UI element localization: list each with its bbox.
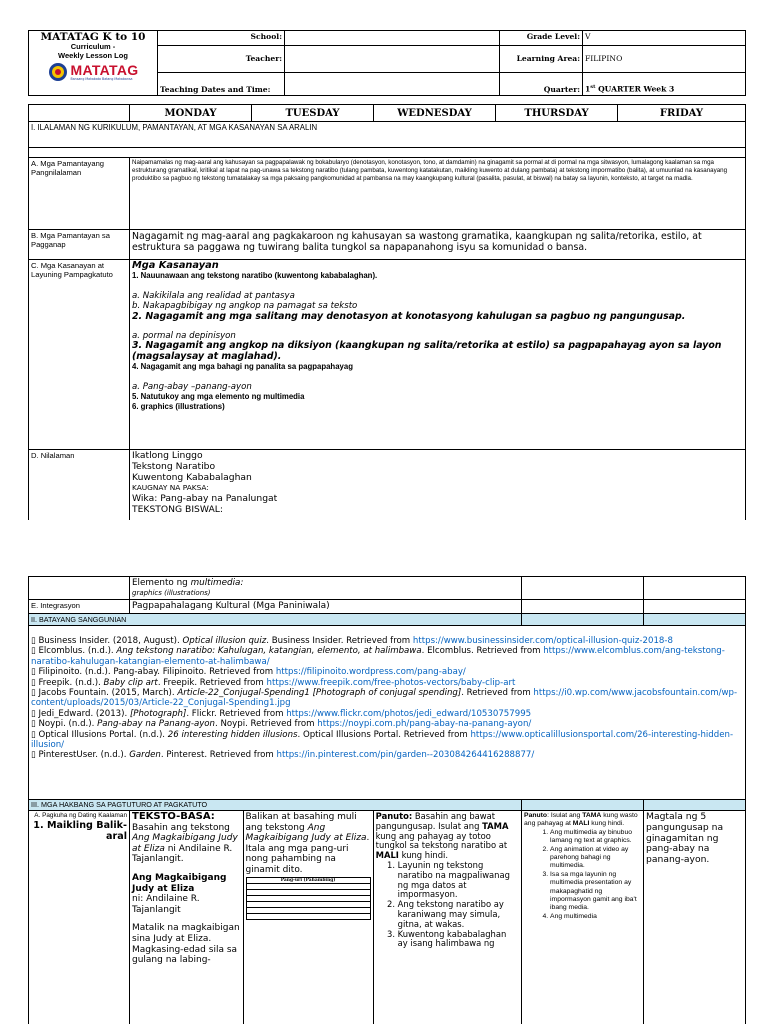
- balik-aral-label: 1. Maikling Balik-aral: [33, 819, 127, 842]
- kasanayan-2: 2. Nagagamit ang mga salitang may denotasyon at konotasyong kahulugan sa pagbuo ng pangungusap.: [132, 310, 686, 322]
- header-table: [28, 30, 746, 96]
- reference-link[interactable]: https://filipinoito.wordpress.com/pang-abay/: [275, 667, 466, 678]
- grade-label: Grade Level:: [500, 31, 583, 46]
- teksto-basa-title: TEKSTO-BASA:: [132, 811, 215, 822]
- reference-item: ▯ Filipinoito. (n.d.). Pang-abay. Filipinoito. Retrieved from https://filipinoito.wordpress.com/pang-abay/: [31, 667, 466, 678]
- wika-line: Wika: Pang-abay na Panalungat: [132, 493, 278, 505]
- kasanayan-label: C. Mga Kasanayan at Layuning Pampagkatuto: [29, 260, 130, 450]
- reference-link[interactable]: https://www.flickr.com/photos/jedi_edward/10530757995: [286, 708, 532, 719]
- kasanayan-5: 5. Natutukoy ang mga elemento ng multimedia: [132, 392, 305, 402]
- kasanayan-2a: a. pormal na depinisyon: [132, 331, 236, 342]
- dates-value[interactable]: [285, 72, 500, 95]
- kaugnay-na-paksa: KAUGNAY NA PAKSA:: [132, 483, 209, 493]
- reference-item: ▯ Freepik. (n.d.). Baby clip art. Freepik. Retrieved from https://www.freepik.com/free-photos-vectors/baby-clip-art: [31, 677, 516, 688]
- area-label: Learning Area:: [500, 45, 583, 72]
- matatag-logo: [29, 62, 157, 82]
- lesson-table-continued: [28, 576, 746, 1024]
- thursday-instruction: Panuto: Isulat ang TAMA kung wasto ang pahayag at MALI kung hindi.: [524, 812, 638, 828]
- teacher-value[interactable]: [285, 45, 500, 72]
- kasanayan-1a: a. Nakikilala ang realidad at pantasya: [132, 290, 295, 301]
- teacher-label: Teacher:: [158, 45, 285, 72]
- section-three-title: III. MGA HAKBANG SA PAGTUTURO AT PAGKATUTO: [29, 800, 522, 811]
- reference-link[interactable]: https://www.elcomblus.com/ang-tekstong-naratibo-kahulugan-katangian-elemento-at-halimbawa/: [31, 646, 725, 667]
- thursday-items: [524, 829, 641, 921]
- balik-aral-label-cell: [29, 811, 130, 1024]
- reference-item: ▯ Jacobs Fountain. (2015, March). Article-22_Conjugal-Spending1 [Photograph of conjugal spending]. Retrieved from https://i0.wp.com/www.jacobsfountain.com/wp-content/uploads/2015/03/Article-22_Conjugal-Spending1.jpg: [31, 688, 738, 709]
- quarter-value: 1st QUARTER Week 3: [583, 72, 746, 95]
- monday-activity: [130, 811, 244, 1024]
- pang-uri-blank[interactable]: [246, 913, 370, 919]
- nilalaman-line-1: Ikatlong Linggo: [132, 450, 203, 461]
- integrasyon-label: E. Integrasyon: [29, 600, 130, 614]
- story-paragraph: Matalik na magkaibigan sina Judy at Eliza. Magkasing-edad sila sa gulang na labing-: [132, 923, 240, 966]
- logo-text: MATATAG: [70, 62, 139, 78]
- reference-item: ▯ Noypi. (n.d.). Pang-abay na Panang-ayon. Noypi. Retrieved from https://noypi.com.ph/pang-abay-na-panang-ayon/: [31, 719, 532, 730]
- nilalaman-line-3: Kuwentong Kababalaghan: [132, 471, 252, 483]
- reference-item: ▯ Optical Illusions Portal. (n.d.). 26 interesting hidden illusions. Optical Illusions Portal. Retrieved from https://www.opticalillusionsportal.com/26-interesting-hidden-illusion/: [31, 729, 734, 751]
- kasanayan-4a: a. Pang-abay –panang-ayon: [132, 381, 252, 392]
- reference-link[interactable]: https://i0.wp.com/www.jacobsfountain.com/wp-content/uploads/2015/03/Article-22_Conjugal-Spending1.jpg: [31, 688, 738, 709]
- tekstong-biswal: TEKSTONG BISWAL:: [132, 503, 223, 515]
- nilalaman-label: D. Nilalaman: [29, 450, 130, 528]
- nilalaman-content: [130, 450, 746, 528]
- deped-seal-icon: [48, 62, 68, 82]
- day-tuesday: TUESDAY: [252, 105, 374, 122]
- reference-link[interactable]: https://www.opticalillusionsportal.com/26-interesting-hidden-illusion/: [31, 729, 734, 751]
- kasanayan-3: 3. Nagagamit ang angkop na diksiyon (kaangkupan ng salita/retorika at estilo) sa pagpapahayag ayon sa layon (magsalaysay at maglahad).: [132, 340, 722, 362]
- reference-item: ▯ PinterestUser. (n.d.). Garden. Pinterest. Retrieved from https://in.pinterest.com/pin/garden--203084264416288877/: [31, 750, 535, 761]
- reference-link[interactable]: https://www.freepik.com/free-photos-vectors/baby-clip-art: [266, 677, 516, 688]
- pamantayan-pagganap-text: Nagagamit ng mag-aaral ang pagkakaroon ng kahusayan sa wastong gramatika, kaangkupan ng salita/retorika, estilo, at estruktura sa paggawa ng tuwirang balita tungkol sa napapanahong isyu sa komunidad o bansa.: [130, 230, 746, 260]
- reference-item: ▯ Elcomblus. (n.d.). Ang tekstong naratibo: Kahulugan, katangian, elemento, at halimbawa. Elcomblus. Retrieved from https://www.elcomblus.com/ang-tekstong-naratibo-kahulugan-katangian-elemento-at-halimbawa/: [31, 646, 725, 667]
- section-two-title: II. BATAYANG SANGGUNIAN: [29, 614, 522, 626]
- integrasyon-text: Pagpapahalagang Kultural (Mga Paniniwala): [130, 600, 522, 614]
- tuesday-instruction: Balikan at basahing muli ang tekstong Ang Magkaibigang Judy at Eliza. Itala ang mga pang-uri nong pahambing na ginamit dito.: [245, 812, 370, 875]
- brand-cell: [29, 31, 158, 96]
- tuesday-activity: [243, 811, 373, 1024]
- wednesday-items: [376, 861, 519, 949]
- page-gap: [0, 520, 768, 576]
- page-two: [0, 576, 768, 1024]
- wednesday-item: 3. Kuwentong kababalaghan ay isang halimbawa ng: [398, 930, 519, 950]
- brand-title: MATATAG K to 10: [40, 31, 146, 43]
- graphics-label: graphics (illustrations): [132, 589, 211, 597]
- kasanayan-6: 6. graphics (illustrations): [132, 402, 225, 412]
- wednesday-item: 1. Layunin ng tekstong naratibo na magpaliwanag ng mga datos at impormasyon.: [398, 861, 519, 900]
- wednesday-activity: [373, 811, 521, 1024]
- thursday-item: 2. Ang animation at video ay parehong bahagi ng multimedia.: [550, 846, 641, 871]
- thursday-item: 4. Ang multimedia: [550, 913, 641, 921]
- pagkuha-label: A. Pagkuha ng Dating Kaalaman: [34, 812, 127, 819]
- brand-subtitle: Curriculum - Weekly Lesson Log: [58, 42, 128, 60]
- kasanayan-1: 1. Nauunawaan ang tekstong naratibo (kuwentong kababalaghan).: [132, 271, 378, 281]
- thursday-item: 3. Isa sa mga layunin ng multimedia presentation ay makapaghatid ng impormasyon gamit ang iba't ibang media.: [550, 871, 641, 913]
- kasanayan-heading: Mga Kasanayan: [132, 260, 219, 271]
- dates-label: Teaching Dates and Time:: [158, 72, 285, 95]
- reference-item: ▯ Business Insider. (2018, August). Optical illusion quiz. Business Insider. Retrieved from https://www.businessinsider.com/optical-illusion-quiz-2018-8: [31, 636, 673, 646]
- days-header-row: [29, 105, 746, 122]
- section-one-title: I. ILALAMAN NG KURIKULUM, PAMANTAYAN, AT MGA KASANAYAN SA ARALIN: [29, 122, 746, 148]
- kasanayan-content: [130, 260, 746, 450]
- kasanayan-1b: b. Nakapagbibigay ng angkop na pamagat sa teksto: [132, 301, 358, 312]
- references-list: [31, 636, 743, 761]
- reference-link[interactable]: https://www.businessinsider.com/optical-illusion-quiz-2018-8: [412, 636, 673, 646]
- elemento-cell: Elemento ng multimedia: graphics (illustrations): [130, 577, 522, 600]
- day-wednesday: WEDNESDAY: [374, 105, 496, 122]
- wednesday-instruction: Panuto: Basahin ang bawat pangungusap. Isulat ang TAMA kung ang pahayag ay totoo tungkol sa tekstong naratibo at MALI kung hindi.: [375, 811, 509, 861]
- day-friday: FRIDAY: [618, 105, 746, 122]
- thursday-item: 1. Ang multimedia ay binubuo lamang ng text at graphics.: [550, 829, 641, 846]
- day-monday: MONDAY: [130, 105, 252, 122]
- area-value: FILIPINO: [583, 45, 746, 72]
- kasanayan-4: 4. Nagagamit ang mga bahagi ng panalita sa pagpapahayag: [132, 362, 353, 372]
- pang-uri-header: Pang-uri (Pahambing): [246, 877, 370, 883]
- thursday-activity: [522, 811, 644, 1024]
- day-thursday: THURSDAY: [496, 105, 618, 122]
- logo-tagline: Bansang Makabata Batang Makabansa: [70, 77, 133, 81]
- references-cell: [29, 626, 746, 800]
- story-author: ni: Andilaine R. Tajanlangit: [132, 894, 200, 915]
- story-title: Ang Magkaibigang Judy at Eliza: [132, 872, 227, 894]
- pamantayan-pagganap-label: B. Mga Pamantayan sa Pagganap: [29, 230, 130, 260]
- reference-item: ▯ Jedi_Edward. (2013). [Photograph]. Flickr. Retrieved from https://www.flickr.com/photos/jedi_edward/10530757995: [31, 708, 532, 719]
- friday-activity: Magtala ng 5 pangungusap na ginagamitan ng pang-abay na panang-ayon.: [644, 811, 746, 1024]
- pang-uri-table: [246, 877, 371, 920]
- grade-value: V: [583, 31, 746, 46]
- reference-link[interactable]: https://in.pinterest.com/pin/garden--203084264416288877/: [276, 750, 535, 761]
- nilalaman-line-2: Tekstong Naratibo: [132, 460, 216, 472]
- pamantayang-pangnilalaman-text: Naipamamalas ng mag-aaral ang kahusayan sa pagpapalawak ng bokabularyo (denotasyon, konotasyon, tono, at damdamin) na ginagamit sa pormal at di pormal na mga sitwasyon, lumalagong kaalaman sa mga estrukturang gramatikal, kritikal at lapat na pag-unawa sa tekstong naratibo (tulang pambata, kuwentong katatakutan, maikling kuwento at dulang pambata) at tekstong impormatibo (balita), at umuunlad na kasanayang produktibo sa pagbuo ng tekstong tumatalakay sa mga paksaing pangkomunidad at pambansa na may kaangkupang kultural (pasalita, pasulat, at biswal) na batay sa layunin, konteksto, at target na madla.: [130, 158, 746, 230]
- wednesday-item: 2. Ang tekstong naratibo ay karaniwang may simula, gitna, at wakas.: [398, 900, 519, 929]
- quarter-label: Quarter:: [500, 72, 583, 95]
- reference-link[interactable]: https://noypi.com.ph/pang-abay-na-panang-ayon/: [317, 719, 532, 730]
- monday-instruction: Basahin ang tekstong Ang Magkaibigang Judy at Eliza ni Andilaine R. Tajanlangit.: [132, 822, 238, 865]
- pamantayang-pangnilalaman-label: A. Mga Pamantayang Pangnilalaman: [29, 158, 130, 230]
- school-value[interactable]: [285, 31, 500, 46]
- lesson-table: [28, 104, 746, 528]
- school-label: School:: [158, 31, 285, 46]
